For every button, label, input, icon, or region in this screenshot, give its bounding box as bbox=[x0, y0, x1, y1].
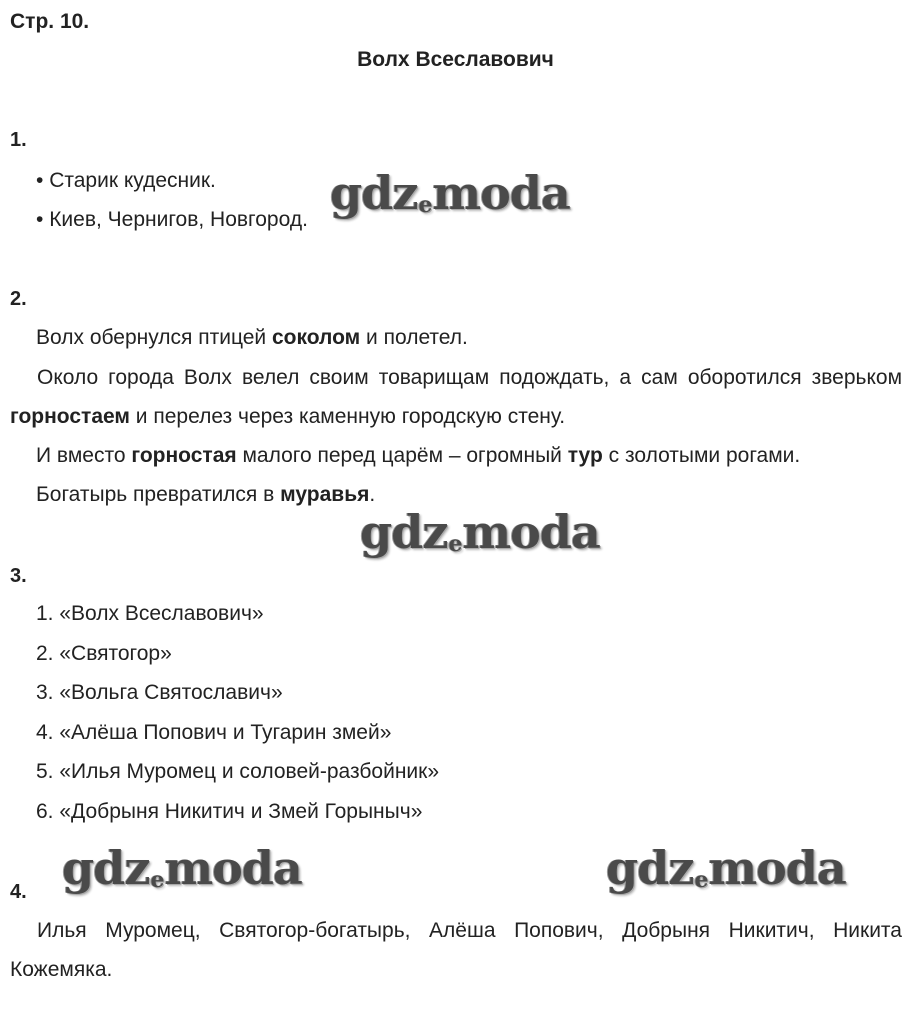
watermark-part: gdz bbox=[606, 841, 694, 895]
q2-paragraph-3 bbox=[36, 443, 800, 469]
watermark-part: gdz bbox=[330, 166, 418, 220]
q2-p2-text: Около города Волх велел своим товарищам подождать, а сам оборотился зверьком bbox=[37, 366, 902, 389]
question-3-number: 3. bbox=[10, 565, 27, 587]
q2-p3-bold: горностая bbox=[131, 444, 237, 467]
watermark-logo bbox=[62, 841, 302, 895]
page-number: Стр. 10. bbox=[10, 10, 90, 33]
q2-p2-bold: горностаем bbox=[10, 405, 130, 428]
q3-list-item: 5. «Илья Муромец и соловей-разбойник» bbox=[36, 760, 440, 783]
q2-p2-text-end: и перелез через каменную городскую стену. bbox=[129, 405, 566, 428]
q2-p3-text: И вместо bbox=[36, 444, 132, 467]
q2-p1-text-end: и полетел. bbox=[360, 326, 468, 349]
q2-paragraph-1 bbox=[36, 325, 468, 351]
q1-item-1 bbox=[36, 168, 216, 194]
watermark-part: moda bbox=[708, 841, 846, 895]
q3-list-item: 3. «Вольга Святославич» bbox=[36, 681, 283, 704]
q1-item-2-text: Киев, Чернигов, Новгород. bbox=[49, 208, 308, 231]
q2-p3-text-end: с золотыми рогами. bbox=[602, 444, 801, 467]
q1-item-1-text: Старик кудесник. bbox=[49, 169, 216, 192]
q2-p3-text-mid: малого перед царём – огромный bbox=[236, 444, 568, 467]
q1-item-2 bbox=[36, 207, 308, 233]
watermark-dot: e bbox=[694, 867, 708, 893]
q3-list-item: 2. «Святогор» bbox=[36, 642, 172, 665]
page-title: Волх Всеславович bbox=[357, 48, 554, 71]
question-2-number: 2. bbox=[10, 288, 27, 310]
q2-paragraph-4 bbox=[36, 482, 375, 508]
watermark-dot: e bbox=[418, 192, 432, 218]
bullet: • bbox=[36, 169, 44, 192]
watermark-logo bbox=[360, 505, 600, 559]
question-4-number: 4. bbox=[10, 881, 27, 903]
q3-list-item: 6. «Добрыня Никитич и Змей Горыныч» bbox=[36, 800, 423, 823]
q2-p1-text: Волх обернулся птицей bbox=[36, 326, 272, 349]
watermark-part: gdz bbox=[62, 841, 150, 895]
bullet: • bbox=[36, 208, 44, 231]
q2-p4-bold: муравья bbox=[280, 483, 370, 506]
watermark-logo bbox=[330, 166, 570, 220]
watermark-part: gdz bbox=[360, 505, 448, 559]
watermark-part: moda bbox=[462, 505, 600, 559]
watermark-part: moda bbox=[164, 841, 302, 895]
watermark-part: moda bbox=[432, 166, 570, 220]
q2-p4-text-end: . bbox=[369, 483, 376, 506]
q2-paragraph-2 bbox=[10, 358, 902, 436]
q2-p4-text: Богатырь превратился в bbox=[36, 483, 281, 506]
q2-p1-bold: соколом bbox=[272, 326, 361, 349]
watermark-dot: e bbox=[448, 531, 462, 557]
watermark-logo bbox=[606, 841, 846, 895]
q3-list-item: 4. «Алёша Попович и Тугарин змей» bbox=[36, 721, 392, 744]
q3-list-item: 1. «Волх Всеславович» bbox=[36, 602, 264, 625]
q4-answer: Илья Муромец, Святогор-богатырь, Алёша Попович, Добрыня Никитич, Никита Кожемяка. bbox=[10, 919, 902, 981]
watermark-dot: e bbox=[150, 867, 164, 893]
question-1-number: 1. bbox=[10, 129, 27, 151]
q2-p3-bold-2: тур bbox=[567, 444, 603, 467]
